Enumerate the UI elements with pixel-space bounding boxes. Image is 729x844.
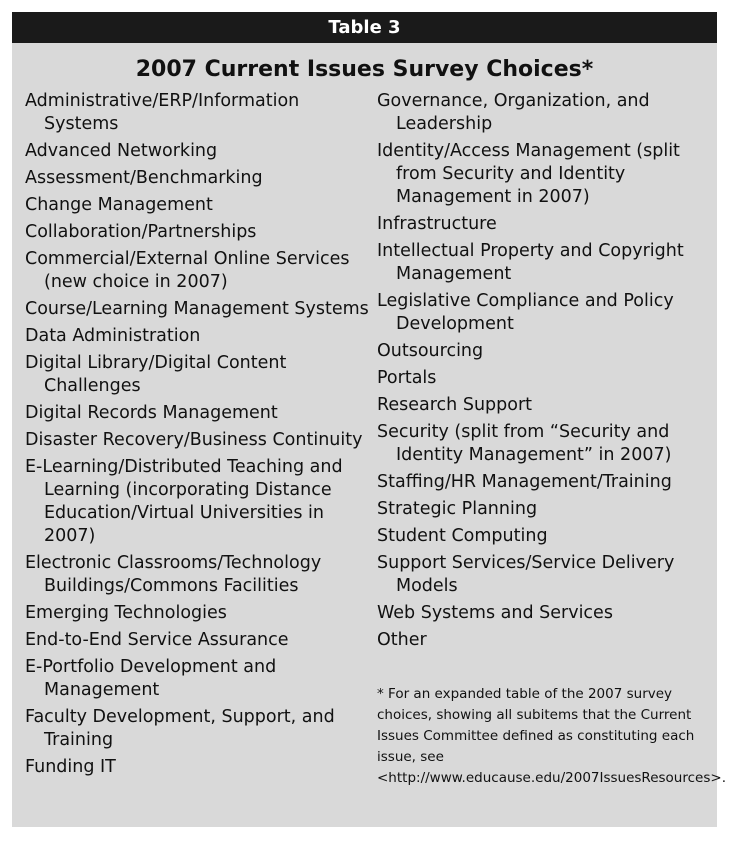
left-column-list: [25, 90, 370, 783]
list-item: Advanced Networking: [25, 141, 218, 161]
list-item: Electronic Classrooms/Technology Buildings/Commons Facilities: [25, 553, 322, 596]
right-column-list: [377, 90, 712, 656]
list-item: Collaboration/Partnerships: [25, 222, 257, 242]
list-item: Data Administration: [25, 326, 201, 346]
list-item: Student Computing: [377, 526, 548, 546]
list-item: Digital Records Management: [25, 403, 278, 423]
list-item: Commercial/External Online Services (new choice in 2007): [25, 249, 350, 292]
list-item: Digital Library/Digital Content Challenges: [25, 353, 287, 396]
list-item: E-Portfolio Development and Management: [25, 657, 277, 700]
list-item: Staffing/HR Management/Training: [377, 472, 672, 492]
list-item: Course/Learning Management Systems: [25, 299, 369, 319]
table-title: 2007 Current Issues Survey Choices*: [135, 57, 594, 82]
list-item: Disaster Recovery/Business Continuity: [25, 430, 363, 450]
list-item: Governance, Organization, and Leadership: [377, 91, 650, 134]
footnote: * For an expanded table of the 2007 survey choices, showing all subitems that the Current Issues Committee defined as constituting each issue, see <http://www.educause.edu/2007IssuesResources>.: [377, 686, 726, 786]
list-item: E-Learning/Distributed Teaching and Learning (incorporating Distance Education/Virtual Universities in 2007): [25, 457, 343, 546]
list-item: Emerging Technologies: [25, 603, 227, 623]
list-item: Outsourcing: [377, 341, 484, 361]
list-item: Assessment/Benchmarking: [25, 168, 263, 188]
list-item: Research Support: [377, 395, 533, 415]
table-label: Table 3: [12, 12, 717, 43]
list-item: Other: [377, 630, 427, 650]
table-panel: [12, 12, 726, 827]
list-item: Support Services/Service Delivery Models: [377, 553, 675, 596]
list-item: Faculty Development, Support, and Training: [25, 707, 335, 750]
list-item: Funding IT: [25, 757, 116, 777]
list-item: Web Systems and Services: [377, 603, 613, 623]
list-item: Infrastructure: [377, 214, 497, 234]
list-item: Identity/Access Management (split from Security and Identity Management in 2007): [377, 141, 680, 207]
list-item: Legislative Compliance and Policy Development: [377, 291, 674, 334]
list-item: Portals: [377, 368, 437, 388]
list-item: Security (split from “Security and Identity Management” in 2007): [377, 422, 672, 465]
list-item: Strategic Planning: [377, 499, 538, 519]
list-item: Intellectual Property and Copyright Management: [377, 241, 684, 284]
list-item: Administrative/ERP/Information Systems: [25, 91, 300, 134]
list-item: Change Management: [25, 195, 213, 215]
list-item: End-to-End Service Assurance: [25, 630, 289, 650]
